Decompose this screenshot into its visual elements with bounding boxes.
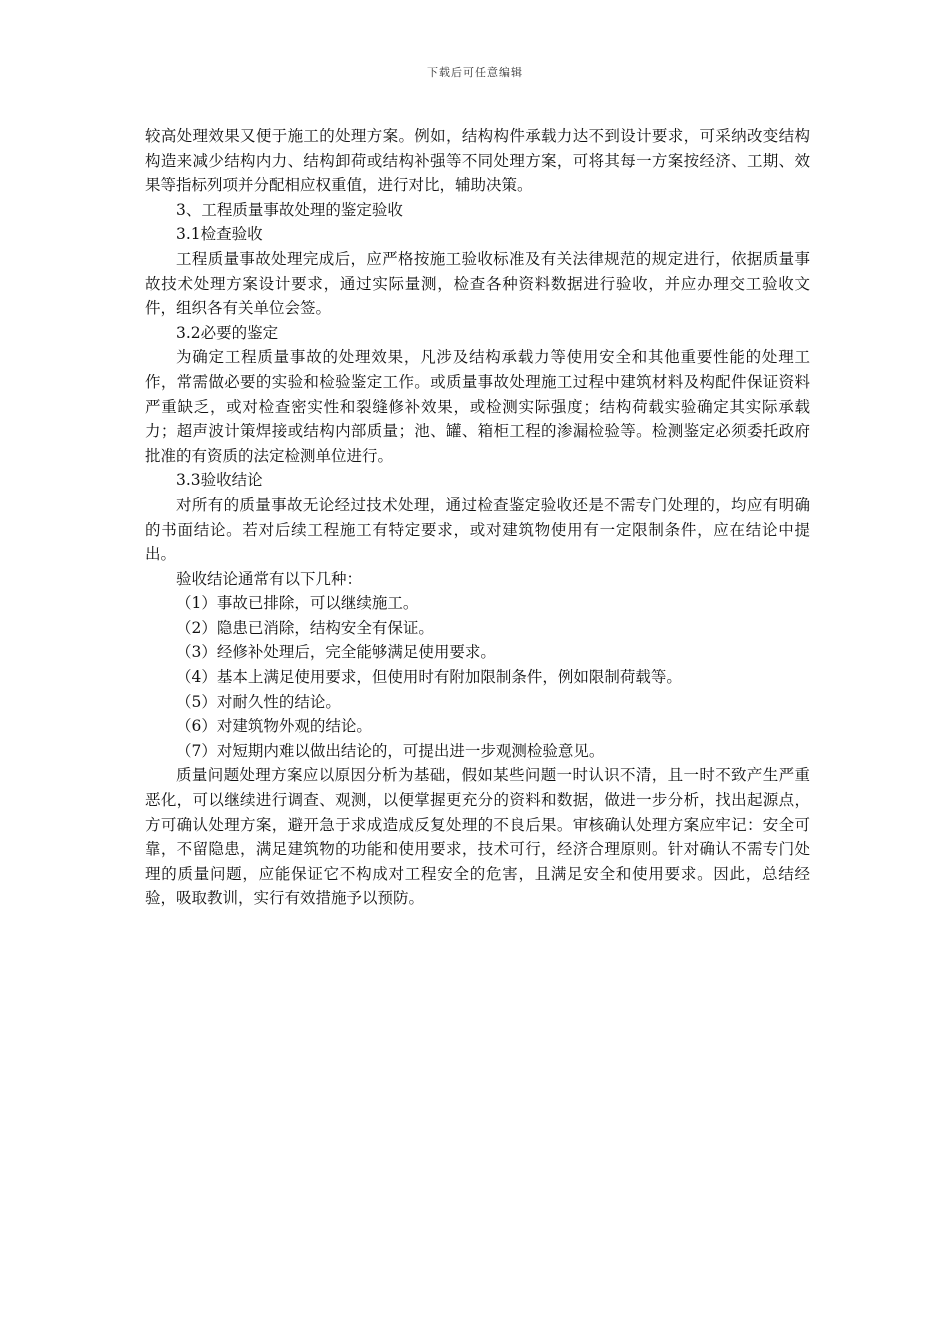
list-item: （6）对建筑物外观的结论。 bbox=[176, 717, 372, 736]
header-note: 下载后可任意编辑 bbox=[427, 66, 523, 79]
list-item: （1）事故已排除，可以继续施工。 bbox=[176, 594, 419, 613]
subsection-heading: 3.1检查验收 bbox=[176, 225, 263, 244]
list-item: （3）经修补处理后，完全能够满足使用要求。 bbox=[176, 643, 496, 662]
section-heading: 3、工程质量事故处理的鉴定验收 bbox=[176, 200, 403, 219]
paragraph: 对所有的质量事故无论经过技术处理，通过检查鉴定验收还是不需专门处理的，均应有明确的书面结论。若对后续工程施工有特定要求，或对建筑物使用有一定限制条件，应在结论中提出。 bbox=[145, 495, 810, 564]
paragraph: 为确定工程质量事故的处理效果，凡涉及结构承载力等使用安全和其他重要性能的处理工作，常需做必要的实验和检验鉴定工作。或质量事故处理施工过程中建筑材料及构配件保证资料严重缺乏，或对检查密实性和裂缝修补效果，或检测实际强度；结构荷载实验确定其实际承载力；超声波计策焊接或结构内部质量；池、罐、箱柜工程的渗漏检验等。检测鉴定必须委托政府批准的有资质的法定检测单位进行。 bbox=[145, 348, 810, 465]
paragraph: 工程质量事故处理完成后，应严格按施工验收标准及有关法律规范的规定进行，依据质量事故技术处理方案设计要求，通过实际量测，检查各种资料数据进行验收，并应办理交工验收文件，组织各有关单位会签。 bbox=[145, 249, 810, 318]
subsection-heading: 3.3验收结论 bbox=[176, 471, 263, 490]
paragraph: 质量问题处理方案应以原因分析为基础，假如某些问题一时认识不清，且一时不致产生严重恶化，可以继续进行调查、观测，以便掌握更充分的资料和数据，做进一步分析，找出起源点，方可确认处理方案，避开急于求成造成反复处理的不良后果。审核确认处理方案应牢记：安全可靠，不留隐患，满足建筑物的功能和使用要求，技术可行，经济合理原则。针对确认不需专门处理的质量问题，应能保证它不构成对工程安全的危害，且满足安全和使用要求。因此，总结经验，吸取教训，实行有效措施予以预防。 bbox=[145, 766, 810, 908]
list-item: （4）基本上满足使用要求，但使用时有附加限制条件，例如限制荷载等。 bbox=[176, 668, 682, 687]
list-item: （7）对短期内难以做出结论的，可提出进一步观测检验意见。 bbox=[176, 741, 605, 760]
paragraph: 较高处理效果又便于施工的处理方案。例如，结构构件承载力达不到设计要求，可采纳改变结构构造来减少结构内力、结构卸荷或结构补强等不同处理方案，可将其每一方案按经济、工期、效果等指标列项并分配相应权重值，进行对比，辅助决策。 bbox=[145, 127, 810, 195]
paragraph: 验收结论通常有以下几种： bbox=[176, 569, 363, 588]
document-body bbox=[145, 124, 810, 911]
subsection-heading: 3.2必要的鉴定 bbox=[176, 323, 279, 342]
list-item: （5）对耐久性的结论。 bbox=[176, 692, 341, 711]
list-item: （2）隐患已消除，结构安全有保证。 bbox=[176, 618, 434, 637]
